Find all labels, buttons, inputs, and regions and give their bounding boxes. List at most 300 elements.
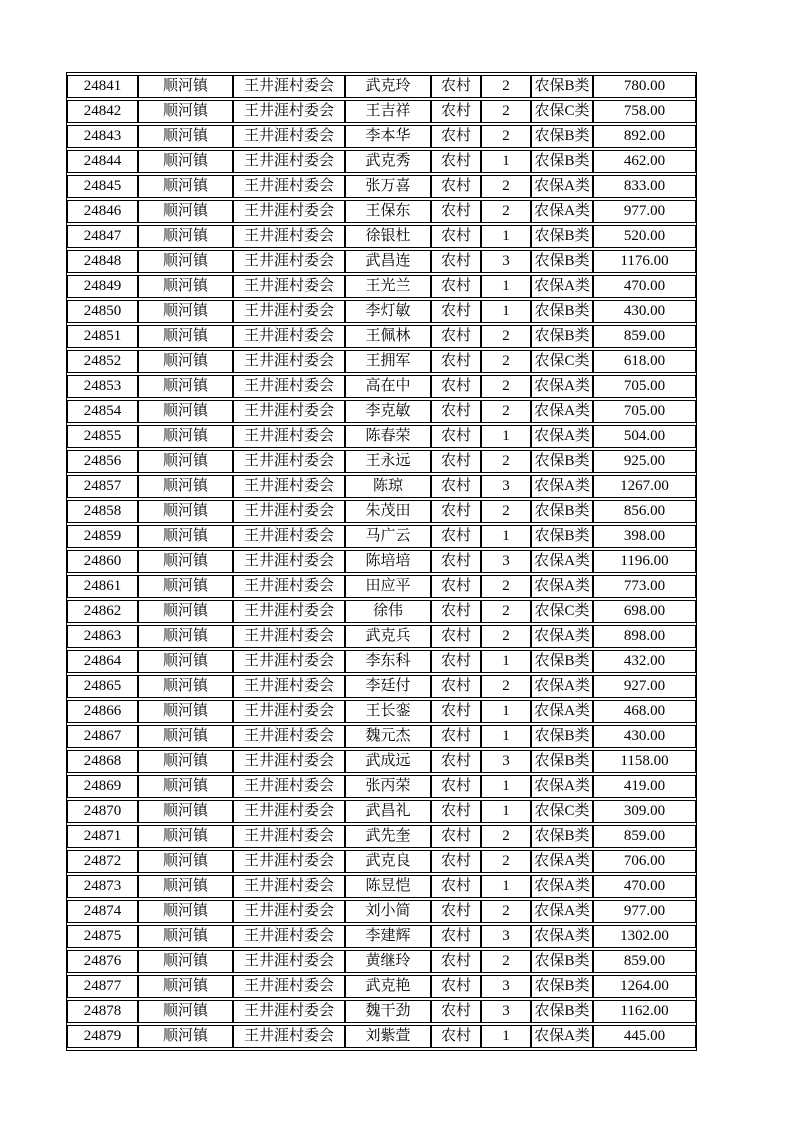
cell-serial: 24878 <box>67 1000 138 1023</box>
cell-residence: 农村 <box>431 450 481 473</box>
cell-insurance-type: 农保A类 <box>531 175 593 198</box>
cell-serial: 24859 <box>67 525 138 548</box>
cell-count: 2 <box>481 325 531 348</box>
cell-serial: 24860 <box>67 550 138 573</box>
table-body <box>67 75 696 1048</box>
cell-serial: 24864 <box>67 650 138 673</box>
cell-amount: 925.00 <box>593 450 696 473</box>
table-row <box>67 850 696 873</box>
cell-residence: 农村 <box>431 525 481 548</box>
table-row <box>67 900 696 923</box>
table-row <box>67 225 696 248</box>
cell-town: 顺河镇 <box>138 400 233 423</box>
cell-town: 顺河镇 <box>138 200 233 223</box>
cell-residence: 农村 <box>431 800 481 823</box>
cell-village: 王井涯村委会 <box>233 575 345 598</box>
cell-village: 王井涯村委会 <box>233 75 345 98</box>
cell-insurance-type: 农保B类 <box>531 975 593 998</box>
cell-residence: 农村 <box>431 500 481 523</box>
cell-name: 陈琼 <box>345 475 431 498</box>
cell-amount: 1162.00 <box>593 1000 696 1023</box>
cell-residence: 农村 <box>431 300 481 323</box>
cell-insurance-type: 农保A类 <box>531 700 593 723</box>
cell-name: 武昌礼 <box>345 800 431 823</box>
cell-town: 顺河镇 <box>138 500 233 523</box>
cell-count: 3 <box>481 1000 531 1023</box>
cell-residence: 农村 <box>431 700 481 723</box>
table-row <box>67 275 696 298</box>
cell-village: 王井涯村委会 <box>233 100 345 123</box>
cell-amount: 706.00 <box>593 850 696 873</box>
table-row <box>67 375 696 398</box>
cell-amount: 445.00 <box>593 1025 696 1048</box>
cell-town: 顺河镇 <box>138 750 233 773</box>
cell-amount: 698.00 <box>593 600 696 623</box>
cell-count: 2 <box>481 950 531 973</box>
cell-serial: 24844 <box>67 150 138 173</box>
cell-name: 黄继玲 <box>345 950 431 973</box>
cell-village: 王井涯村委会 <box>233 1000 345 1023</box>
pension-benefits-table <box>66 72 697 1051</box>
cell-residence: 农村 <box>431 825 481 848</box>
cell-residence: 农村 <box>431 75 481 98</box>
cell-name: 张万喜 <box>345 175 431 198</box>
cell-amount: 468.00 <box>593 700 696 723</box>
cell-count: 2 <box>481 375 531 398</box>
cell-name: 武克兵 <box>345 625 431 648</box>
cell-count: 2 <box>481 400 531 423</box>
cell-name: 王吉祥 <box>345 100 431 123</box>
table-row <box>67 725 696 748</box>
cell-serial: 24850 <box>67 300 138 323</box>
cell-town: 顺河镇 <box>138 625 233 648</box>
cell-residence: 农村 <box>431 875 481 898</box>
cell-village: 王井涯村委会 <box>233 250 345 273</box>
cell-insurance-type: 农保B类 <box>531 750 593 773</box>
cell-insurance-type: 农保A类 <box>531 675 593 698</box>
table-row <box>67 650 696 673</box>
cell-name: 王佩林 <box>345 325 431 348</box>
cell-town: 顺河镇 <box>138 875 233 898</box>
cell-count: 3 <box>481 975 531 998</box>
cell-name: 李建辉 <box>345 925 431 948</box>
cell-serial: 24871 <box>67 825 138 848</box>
cell-count: 3 <box>481 925 531 948</box>
cell-town: 顺河镇 <box>138 850 233 873</box>
cell-count: 2 <box>481 900 531 923</box>
cell-residence: 农村 <box>431 275 481 298</box>
cell-village: 王井涯村委会 <box>233 325 345 348</box>
cell-serial: 24852 <box>67 350 138 373</box>
cell-town: 顺河镇 <box>138 425 233 448</box>
cell-village: 王井涯村委会 <box>233 825 345 848</box>
cell-residence: 农村 <box>431 350 481 373</box>
cell-serial: 24854 <box>67 400 138 423</box>
cell-amount: 504.00 <box>593 425 696 448</box>
table-row <box>67 150 696 173</box>
cell-name: 徐银杜 <box>345 225 431 248</box>
cell-amount: 1267.00 <box>593 475 696 498</box>
cell-serial: 24865 <box>67 675 138 698</box>
cell-amount: 898.00 <box>593 625 696 648</box>
cell-serial: 24872 <box>67 850 138 873</box>
cell-count: 1 <box>481 775 531 798</box>
cell-name: 田应平 <box>345 575 431 598</box>
table-row <box>67 875 696 898</box>
cell-serial: 24856 <box>67 450 138 473</box>
cell-name: 武克秀 <box>345 150 431 173</box>
cell-serial: 24842 <box>67 100 138 123</box>
cell-village: 王井涯村委会 <box>233 450 345 473</box>
cell-name: 王拥军 <box>345 350 431 373</box>
cell-village: 王井涯村委会 <box>233 800 345 823</box>
cell-residence: 农村 <box>431 725 481 748</box>
cell-town: 顺河镇 <box>138 975 233 998</box>
table-row <box>67 775 696 798</box>
cell-insurance-type: 农保B类 <box>531 75 593 98</box>
cell-town: 顺河镇 <box>138 450 233 473</box>
cell-name: 武克良 <box>345 850 431 873</box>
cell-serial: 24873 <box>67 875 138 898</box>
cell-town: 顺河镇 <box>138 150 233 173</box>
cell-insurance-type: 农保B类 <box>531 825 593 848</box>
cell-village: 王井涯村委会 <box>233 400 345 423</box>
cell-town: 顺河镇 <box>138 825 233 848</box>
cell-count: 1 <box>481 875 531 898</box>
cell-serial: 24875 <box>67 925 138 948</box>
cell-amount: 833.00 <box>593 175 696 198</box>
cell-village: 王井涯村委会 <box>233 275 345 298</box>
cell-name: 刘紫萱 <box>345 1025 431 1048</box>
cell-village: 王井涯村委会 <box>233 675 345 698</box>
cell-count: 1 <box>481 650 531 673</box>
cell-village: 王井涯村委会 <box>233 150 345 173</box>
cell-residence: 农村 <box>431 625 481 648</box>
cell-count: 3 <box>481 750 531 773</box>
cell-village: 王井涯村委会 <box>233 875 345 898</box>
cell-insurance-type: 农保C类 <box>531 350 593 373</box>
cell-insurance-type: 农保B类 <box>531 325 593 348</box>
cell-town: 顺河镇 <box>138 525 233 548</box>
cell-residence: 农村 <box>431 675 481 698</box>
cell-village: 王井涯村委会 <box>233 500 345 523</box>
cell-insurance-type: 农保A类 <box>531 575 593 598</box>
cell-residence: 农村 <box>431 975 481 998</box>
table-row <box>67 625 696 648</box>
cell-serial: 24845 <box>67 175 138 198</box>
table-row <box>67 175 696 198</box>
cell-serial: 24855 <box>67 425 138 448</box>
cell-village: 王井涯村委会 <box>233 950 345 973</box>
cell-amount: 470.00 <box>593 875 696 898</box>
cell-count: 1 <box>481 300 531 323</box>
cell-town: 顺河镇 <box>138 75 233 98</box>
cell-count: 2 <box>481 175 531 198</box>
cell-name: 徐伟 <box>345 600 431 623</box>
cell-town: 顺河镇 <box>138 650 233 673</box>
cell-insurance-type: 农保A类 <box>531 850 593 873</box>
cell-insurance-type: 农保B类 <box>531 500 593 523</box>
cell-name: 王永远 <box>345 450 431 473</box>
cell-residence: 农村 <box>431 850 481 873</box>
cell-name: 李克敏 <box>345 400 431 423</box>
cell-town: 顺河镇 <box>138 575 233 598</box>
cell-residence: 农村 <box>431 250 481 273</box>
cell-village: 王井涯村委会 <box>233 725 345 748</box>
cell-serial: 24863 <box>67 625 138 648</box>
table-row <box>67 300 696 323</box>
cell-count: 2 <box>481 850 531 873</box>
cell-residence: 农村 <box>431 400 481 423</box>
cell-residence: 农村 <box>431 600 481 623</box>
table-row <box>67 575 696 598</box>
cell-count: 2 <box>481 125 531 148</box>
cell-residence: 农村 <box>431 1025 481 1048</box>
cell-town: 顺河镇 <box>138 275 233 298</box>
cell-insurance-type: 农保A类 <box>531 400 593 423</box>
table-row <box>67 400 696 423</box>
cell-serial: 24846 <box>67 200 138 223</box>
cell-amount: 1264.00 <box>593 975 696 998</box>
cell-amount: 859.00 <box>593 950 696 973</box>
cell-village: 王井涯村委会 <box>233 1025 345 1048</box>
cell-name: 武克艳 <box>345 975 431 998</box>
cell-count: 2 <box>481 200 531 223</box>
cell-serial: 24867 <box>67 725 138 748</box>
cell-insurance-type: 农保B类 <box>531 650 593 673</box>
cell-serial: 24870 <box>67 800 138 823</box>
cell-count: 2 <box>481 500 531 523</box>
cell-name: 王光兰 <box>345 275 431 298</box>
cell-village: 王井涯村委会 <box>233 750 345 773</box>
cell-serial: 24869 <box>67 775 138 798</box>
cell-residence: 农村 <box>431 650 481 673</box>
cell-amount: 470.00 <box>593 275 696 298</box>
cell-name: 刘小简 <box>345 900 431 923</box>
cell-insurance-type: 农保C类 <box>531 600 593 623</box>
cell-count: 2 <box>481 600 531 623</box>
cell-insurance-type: 农保A类 <box>531 550 593 573</box>
cell-town: 顺河镇 <box>138 1025 233 1048</box>
cell-insurance-type: 农保A类 <box>531 425 593 448</box>
cell-residence: 农村 <box>431 1000 481 1023</box>
cell-town: 顺河镇 <box>138 350 233 373</box>
cell-amount: 430.00 <box>593 300 696 323</box>
cell-count: 2 <box>481 825 531 848</box>
cell-insurance-type: 农保B类 <box>531 225 593 248</box>
cell-town: 顺河镇 <box>138 250 233 273</box>
table-row <box>67 975 696 998</box>
cell-count: 1 <box>481 150 531 173</box>
cell-name: 李廷付 <box>345 675 431 698</box>
cell-village: 王井涯村委会 <box>233 375 345 398</box>
cell-amount: 309.00 <box>593 800 696 823</box>
cell-amount: 773.00 <box>593 575 696 598</box>
cell-village: 王井涯村委会 <box>233 475 345 498</box>
cell-amount: 419.00 <box>593 775 696 798</box>
table-row <box>67 825 696 848</box>
cell-amount: 705.00 <box>593 375 696 398</box>
cell-amount: 977.00 <box>593 900 696 923</box>
table-row <box>67 425 696 448</box>
cell-village: 王井涯村委会 <box>233 925 345 948</box>
cell-amount: 892.00 <box>593 125 696 148</box>
cell-count: 2 <box>481 675 531 698</box>
cell-serial: 24843 <box>67 125 138 148</box>
cell-insurance-type: 农保A类 <box>531 875 593 898</box>
cell-name: 魏元杰 <box>345 725 431 748</box>
table-row <box>67 100 696 123</box>
cell-village: 王井涯村委会 <box>233 650 345 673</box>
cell-count: 2 <box>481 75 531 98</box>
cell-count: 1 <box>481 425 531 448</box>
cell-amount: 520.00 <box>593 225 696 248</box>
cell-name: 李灯敏 <box>345 300 431 323</box>
cell-name: 陈昱恺 <box>345 875 431 898</box>
cell-insurance-type: 农保B类 <box>531 150 593 173</box>
cell-amount: 430.00 <box>593 725 696 748</box>
cell-amount: 758.00 <box>593 100 696 123</box>
cell-serial: 24874 <box>67 900 138 923</box>
cell-insurance-type: 农保A类 <box>531 925 593 948</box>
cell-town: 顺河镇 <box>138 900 233 923</box>
table-row <box>67 1025 696 1048</box>
cell-insurance-type: 农保B类 <box>531 525 593 548</box>
table-row <box>67 250 696 273</box>
cell-insurance-type: 农保B类 <box>531 250 593 273</box>
cell-insurance-type: 农保B类 <box>531 950 593 973</box>
cell-village: 王井涯村委会 <box>233 350 345 373</box>
cell-amount: 432.00 <box>593 650 696 673</box>
cell-village: 王井涯村委会 <box>233 975 345 998</box>
table-row <box>67 450 696 473</box>
cell-count: 1 <box>481 225 531 248</box>
cell-name: 马广云 <box>345 525 431 548</box>
cell-count: 2 <box>481 575 531 598</box>
table-row <box>67 925 696 948</box>
cell-name: 武成远 <box>345 750 431 773</box>
cell-amount: 977.00 <box>593 200 696 223</box>
cell-town: 顺河镇 <box>138 925 233 948</box>
cell-town: 顺河镇 <box>138 950 233 973</box>
cell-amount: 859.00 <box>593 325 696 348</box>
cell-residence: 农村 <box>431 925 481 948</box>
cell-residence: 农村 <box>431 425 481 448</box>
cell-residence: 农村 <box>431 475 481 498</box>
cell-serial: 24862 <box>67 600 138 623</box>
cell-village: 王井涯村委会 <box>233 125 345 148</box>
cell-town: 顺河镇 <box>138 800 233 823</box>
cell-amount: 856.00 <box>593 500 696 523</box>
cell-serial: 24877 <box>67 975 138 998</box>
cell-village: 王井涯村委会 <box>233 300 345 323</box>
cell-amount: 1196.00 <box>593 550 696 573</box>
cell-village: 王井涯村委会 <box>233 200 345 223</box>
cell-town: 顺河镇 <box>138 600 233 623</box>
cell-name: 陈春荣 <box>345 425 431 448</box>
cell-insurance-type: 农保A类 <box>531 475 593 498</box>
table-row <box>67 500 696 523</box>
table-row <box>67 525 696 548</box>
table-row <box>67 600 696 623</box>
cell-residence: 农村 <box>431 750 481 773</box>
cell-residence: 农村 <box>431 200 481 223</box>
cell-count: 1 <box>481 700 531 723</box>
cell-amount: 1302.00 <box>593 925 696 948</box>
cell-count: 3 <box>481 550 531 573</box>
cell-town: 顺河镇 <box>138 1000 233 1023</box>
cell-insurance-type: 农保B类 <box>531 1000 593 1023</box>
cell-count: 3 <box>481 475 531 498</box>
cell-serial: 24876 <box>67 950 138 973</box>
cell-village: 王井涯村委会 <box>233 600 345 623</box>
cell-town: 顺河镇 <box>138 775 233 798</box>
cell-residence: 农村 <box>431 375 481 398</box>
cell-residence: 农村 <box>431 900 481 923</box>
table-row <box>67 1000 696 1023</box>
cell-name: 武先奎 <box>345 825 431 848</box>
cell-insurance-type: 农保B类 <box>531 300 593 323</box>
cell-town: 顺河镇 <box>138 100 233 123</box>
cell-village: 王井涯村委会 <box>233 850 345 873</box>
cell-amount: 780.00 <box>593 75 696 98</box>
cell-insurance-type: 农保C类 <box>531 800 593 823</box>
cell-town: 顺河镇 <box>138 225 233 248</box>
cell-residence: 农村 <box>431 775 481 798</box>
cell-serial: 24879 <box>67 1025 138 1048</box>
cell-town: 顺河镇 <box>138 125 233 148</box>
cell-residence: 农村 <box>431 325 481 348</box>
cell-village: 王井涯村委会 <box>233 525 345 548</box>
table-row <box>67 750 696 773</box>
cell-serial: 24866 <box>67 700 138 723</box>
cell-town: 顺河镇 <box>138 300 233 323</box>
table-row <box>67 125 696 148</box>
cell-serial: 24861 <box>67 575 138 598</box>
cell-name: 武克玲 <box>345 75 431 98</box>
cell-serial: 24853 <box>67 375 138 398</box>
cell-residence: 农村 <box>431 575 481 598</box>
cell-town: 顺河镇 <box>138 175 233 198</box>
cell-serial: 24858 <box>67 500 138 523</box>
cell-village: 王井涯村委会 <box>233 550 345 573</box>
cell-residence: 农村 <box>431 125 481 148</box>
cell-residence: 农村 <box>431 225 481 248</box>
cell-town: 顺河镇 <box>138 475 233 498</box>
cell-serial: 24851 <box>67 325 138 348</box>
table-row <box>67 475 696 498</box>
cell-amount: 859.00 <box>593 825 696 848</box>
cell-serial: 24849 <box>67 275 138 298</box>
cell-amount: 398.00 <box>593 525 696 548</box>
cell-count: 1 <box>481 275 531 298</box>
cell-insurance-type: 农保A类 <box>531 275 593 298</box>
cell-village: 王井涯村委会 <box>233 425 345 448</box>
table-row <box>67 75 696 98</box>
cell-serial: 24841 <box>67 75 138 98</box>
cell-amount: 1176.00 <box>593 250 696 273</box>
cell-serial: 24857 <box>67 475 138 498</box>
table-row <box>67 550 696 573</box>
cell-name: 张丙荣 <box>345 775 431 798</box>
cell-residence: 农村 <box>431 100 481 123</box>
cell-count: 1 <box>481 800 531 823</box>
cell-insurance-type: 农保A类 <box>531 775 593 798</box>
cell-insurance-type: 农保A类 <box>531 1025 593 1048</box>
cell-village: 王井涯村委会 <box>233 625 345 648</box>
cell-name: 武昌连 <box>345 250 431 273</box>
cell-town: 顺河镇 <box>138 375 233 398</box>
